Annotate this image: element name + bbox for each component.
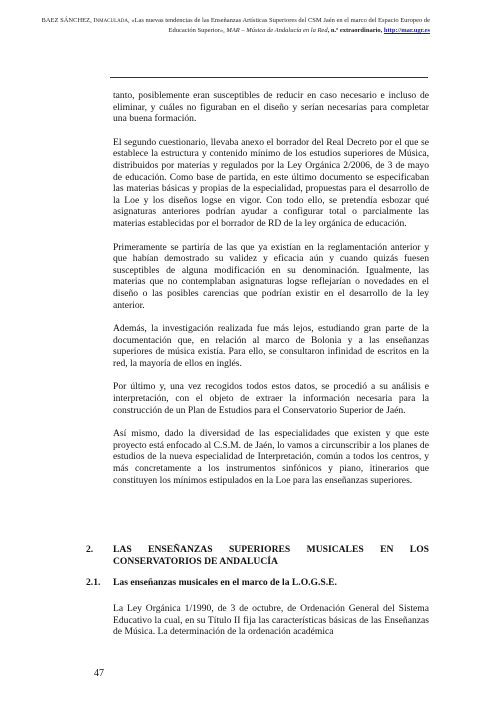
header-citation: , «Las nuevas tendencias de las Enseñanzas Artísticas Superiores del CSM Jaén en el marco del Espacio Europeo de Educación Superior», [128, 17, 430, 34]
header-journal: MAR – Música de Andalucía en la Red [226, 27, 328, 34]
paragraph: Así mismo, dado la diversidad de las especialidades que existen y que este proyecto está enfocado al C.S.M. de Jaén, lo vamos a circunscribir a los planes de estudios de la nueva especialidad de Interpretación, común a todos los centros, y más concretamente a los instrumentos sinfónicos y piano, itinerarios que constituyen los mínimos estipulados en la Loe para las enseñanzas superiores. [113, 428, 429, 486]
paragraph: Primeramente se partiría de las que ya existían en la reglamentación anterior y que habían demostrado su validez y eficacia aún y cuando quizás fuesen susceptibles de alguna modificación en su denominación. Igualmente, las materias que no contemplaban asignaturas logse reflejarían o novedades en el diseño o las posibles carencias que podrían existir en el desarrollo de la ley anterior. [113, 241, 429, 311]
subsection-number: 2.1. [86, 577, 101, 588]
paragraph: El segundo cuestionario, llevaba anexo el borrador del Real Decreto por el que se establece la estructura y contenido mínimo de los estudios superiores de Música, distribuidos por materias y regulados por la Ley Orgánica 2/2006, de 3 de mayo de educación. Como base de partida, en este último documento se especificaban las materias básicas y propias de la especialidad, propuestas para el desarrollo de la Loe y los diseños logse en vigor. Con todo ello, se pretendía esbozar qué asignaturas anteriores podrían ayudar a configurar total o parcialmente las materias establecidas por el borrador de RD de la ley orgánica de educación. [113, 136, 429, 229]
subsection-heading [86, 577, 429, 589]
body-text [113, 90, 429, 498]
paragraph: La Ley Orgánica 1/1990, de 3 de octubre, de Ordenación General del Sistema Educativo la cual, en su Título II fija las características básicas de las Enseñanzas de Música. La determinación de la ordenación académica [113, 603, 429, 638]
header-issue: , n.º extraordinario, [327, 27, 384, 34]
section-heading [86, 544, 429, 567]
section-number: 2. [86, 544, 94, 555]
paragraph: tanto, posiblemente eran susceptibles de reducir en caso necesario e incluso de eliminar, y cuáles no figuraban en el diseño y serían necesarias para completar una buena formación. [113, 90, 429, 125]
paragraph: Además, la investigación realizada fue más lejos, estudiando gran parte de la documentación que, en relación al marco de Bolonia y a las enseñanzas superiores de música existía. Para ello, se consultaron infinidad de escritos en la red, la mayoría de ellos en inglés. [113, 323, 429, 369]
header-author: BAEZ SÁNCHEZ, Inmaculada [41, 17, 129, 24]
header-link[interactable]: http://mar.ugr.es [383, 27, 430, 34]
page-number: 47 [94, 668, 104, 679]
tail-text [113, 603, 429, 638]
running-header [20, 16, 430, 36]
section-title-line1: LAS ENSEÑANZAS SUPERIORES MUSICALES EN LOS [113, 544, 429, 555]
header-rule [110, 77, 428, 78]
section-title-line2: CONSERVATORIOS DE ANDALUCÍA [113, 555, 278, 567]
subsection-title: Las enseñanzas musicales en el marco de la L.O.G.S.E. [113, 577, 337, 588]
paragraph: Por último y, una vez recogidos todos estos datos, se procedió a su análisis e interpretación, con el objeto de extraer la información necesaria para la construcción de un Plan de Estudios para el Conservatorio Superior de Jaén. [113, 381, 429, 416]
